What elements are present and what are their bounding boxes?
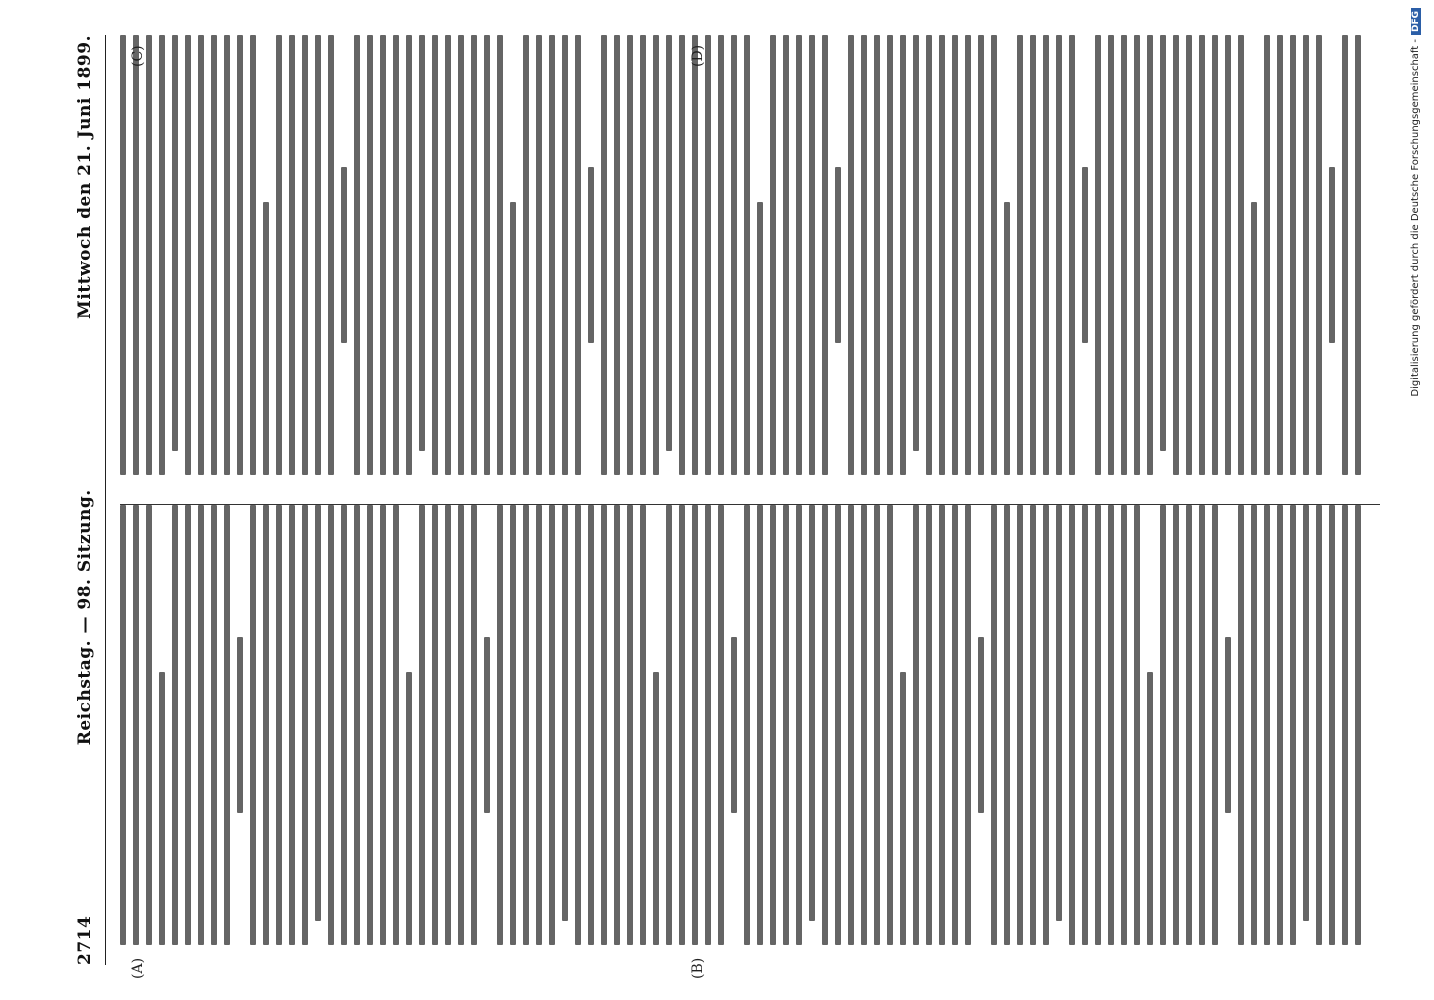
text-line bbox=[198, 35, 204, 475]
text-line bbox=[367, 35, 373, 475]
text-line bbox=[445, 505, 451, 945]
rotated-sheet bbox=[30, 25, 1400, 985]
text-line bbox=[302, 505, 308, 945]
text-line bbox=[1264, 35, 1270, 475]
text-line bbox=[1290, 35, 1296, 475]
text-line bbox=[809, 35, 815, 475]
text-line bbox=[861, 505, 867, 945]
text-line bbox=[1134, 505, 1140, 945]
text-line bbox=[939, 35, 945, 475]
text-line bbox=[354, 505, 360, 945]
text-line bbox=[1355, 35, 1361, 475]
text-line bbox=[692, 505, 698, 945]
text-line bbox=[250, 505, 256, 945]
text-line bbox=[250, 35, 256, 475]
text-line bbox=[822, 505, 828, 945]
text-line bbox=[1043, 35, 1049, 475]
text-line bbox=[185, 505, 191, 945]
page-number: 2714 bbox=[75, 915, 95, 965]
text-line bbox=[1186, 35, 1192, 475]
text-line bbox=[1277, 35, 1283, 475]
text-line bbox=[432, 35, 438, 475]
text-line bbox=[640, 35, 646, 475]
text-line bbox=[978, 637, 984, 813]
text-line bbox=[315, 505, 321, 921]
text-line bbox=[744, 35, 750, 475]
text-line bbox=[1004, 505, 1010, 945]
text-line bbox=[367, 505, 373, 945]
text-line bbox=[926, 35, 932, 475]
text-line bbox=[315, 35, 321, 475]
text-line bbox=[263, 202, 269, 475]
text-line bbox=[887, 505, 893, 945]
right-column bbox=[120, 35, 1380, 475]
text-line bbox=[1238, 505, 1244, 945]
text-line bbox=[1160, 35, 1166, 451]
text-line bbox=[562, 35, 568, 475]
text-line bbox=[1264, 505, 1270, 945]
text-line bbox=[224, 35, 230, 475]
text-line bbox=[146, 505, 152, 945]
text-line bbox=[445, 35, 451, 475]
text-line bbox=[458, 505, 464, 945]
text-line bbox=[770, 505, 776, 945]
text-line bbox=[380, 505, 386, 945]
text-line bbox=[1147, 672, 1153, 945]
text-line bbox=[614, 35, 620, 475]
text-line bbox=[328, 505, 334, 945]
text-line bbox=[679, 35, 685, 475]
text-line bbox=[224, 505, 230, 945]
text-line bbox=[185, 35, 191, 475]
text-line bbox=[549, 505, 555, 945]
text-line bbox=[1342, 505, 1348, 945]
text-line bbox=[1199, 505, 1205, 945]
text-line bbox=[393, 505, 399, 945]
text-line bbox=[627, 505, 633, 945]
text-line bbox=[523, 505, 529, 945]
text-line bbox=[484, 637, 490, 813]
text-line bbox=[874, 505, 880, 945]
text-line bbox=[1121, 505, 1127, 945]
text-line bbox=[172, 505, 178, 945]
text-line bbox=[1043, 505, 1049, 945]
text-line bbox=[1303, 35, 1309, 475]
text-line bbox=[991, 505, 997, 945]
text-line bbox=[354, 35, 360, 475]
text-line bbox=[237, 35, 243, 475]
text-line bbox=[900, 35, 906, 475]
text-line bbox=[1095, 505, 1101, 945]
digitization-credit bbox=[1408, 8, 1430, 993]
text-line bbox=[614, 505, 620, 945]
text-line bbox=[692, 35, 698, 475]
text-line bbox=[913, 35, 919, 451]
text-line bbox=[939, 505, 945, 945]
text-line bbox=[679, 505, 685, 945]
text-line bbox=[497, 35, 503, 475]
text-line bbox=[848, 35, 854, 475]
text-line bbox=[861, 35, 867, 475]
dfg-logo: DFG bbox=[1411, 8, 1421, 35]
text-line bbox=[341, 167, 347, 343]
text-line bbox=[653, 672, 659, 945]
text-line bbox=[237, 637, 243, 813]
text-line bbox=[159, 672, 165, 945]
text-line bbox=[133, 505, 139, 945]
text-line bbox=[341, 505, 347, 945]
text-line bbox=[718, 505, 724, 945]
text-line bbox=[1342, 35, 1348, 475]
text-line bbox=[1316, 505, 1322, 945]
text-line bbox=[1082, 505, 1088, 945]
text-line bbox=[1108, 505, 1114, 945]
text-line bbox=[1225, 35, 1231, 475]
header-rule bbox=[105, 35, 106, 965]
text-line bbox=[848, 505, 854, 945]
text-line bbox=[653, 35, 659, 475]
text-line bbox=[575, 505, 581, 945]
text-line bbox=[276, 35, 282, 475]
text-line bbox=[276, 505, 282, 945]
margin-marker-d: (D) bbox=[690, 44, 706, 67]
text-line bbox=[419, 35, 425, 451]
text-line bbox=[1108, 35, 1114, 475]
text-line bbox=[1160, 505, 1166, 945]
text-line bbox=[601, 35, 607, 475]
text-line bbox=[1186, 505, 1192, 945]
text-line bbox=[1251, 202, 1257, 475]
text-line bbox=[302, 35, 308, 475]
text-line bbox=[1017, 505, 1023, 945]
margin-marker-a: (A) bbox=[130, 957, 146, 979]
text-line bbox=[588, 167, 594, 343]
text-line bbox=[1069, 505, 1075, 945]
session-title: Reichstag. — 98. Sitzung. bbox=[75, 489, 95, 746]
text-line bbox=[523, 35, 529, 475]
text-line bbox=[965, 505, 971, 945]
text-line bbox=[1004, 202, 1010, 475]
text-line bbox=[887, 35, 893, 475]
text-line bbox=[835, 167, 841, 343]
text-line bbox=[146, 35, 152, 475]
text-line bbox=[211, 35, 217, 475]
text-line bbox=[640, 505, 646, 945]
text-line bbox=[549, 35, 555, 475]
column-divider bbox=[120, 504, 1380, 505]
text-line bbox=[289, 505, 295, 945]
text-line bbox=[1056, 35, 1062, 475]
text-line bbox=[1199, 35, 1205, 475]
text-line bbox=[796, 505, 802, 945]
text-line bbox=[666, 505, 672, 945]
text-line bbox=[211, 505, 217, 945]
text-line bbox=[900, 672, 906, 945]
text-line bbox=[1017, 35, 1023, 475]
text-line bbox=[1173, 505, 1179, 945]
text-line bbox=[1212, 505, 1218, 945]
text-line bbox=[510, 202, 516, 475]
text-line bbox=[393, 35, 399, 475]
text-line bbox=[965, 35, 971, 475]
text-line bbox=[835, 505, 841, 945]
page-header bbox=[70, 35, 100, 965]
text-line bbox=[757, 505, 763, 945]
text-line bbox=[874, 35, 880, 475]
text-line bbox=[159, 35, 165, 475]
text-line bbox=[120, 35, 126, 475]
text-line bbox=[1329, 167, 1335, 343]
text-line bbox=[757, 202, 763, 475]
text-line bbox=[588, 505, 594, 945]
text-line bbox=[458, 35, 464, 475]
text-line bbox=[601, 505, 607, 945]
text-line bbox=[1303, 505, 1309, 921]
text-line bbox=[666, 35, 672, 451]
text-line bbox=[705, 35, 711, 475]
text-line bbox=[1316, 35, 1322, 475]
text-line bbox=[744, 505, 750, 945]
text-line bbox=[1173, 35, 1179, 475]
text-line bbox=[822, 35, 828, 475]
text-line bbox=[1030, 35, 1036, 475]
text-line bbox=[1069, 35, 1075, 475]
text-line bbox=[1134, 35, 1140, 475]
text-line bbox=[731, 637, 737, 813]
text-line bbox=[562, 505, 568, 921]
text-line bbox=[1329, 505, 1335, 945]
text-line bbox=[432, 505, 438, 945]
text-line bbox=[510, 505, 516, 945]
text-line bbox=[1147, 35, 1153, 475]
text-line bbox=[1277, 505, 1283, 945]
text-line bbox=[471, 505, 477, 945]
text-line bbox=[731, 35, 737, 475]
text-line bbox=[783, 505, 789, 945]
text-line bbox=[133, 35, 139, 475]
text-line bbox=[575, 35, 581, 475]
text-line bbox=[120, 505, 126, 945]
text-line bbox=[1082, 167, 1088, 343]
text-line bbox=[536, 35, 542, 475]
text-line bbox=[991, 35, 997, 475]
text-line bbox=[497, 505, 503, 945]
text-line bbox=[1225, 637, 1231, 813]
text-line bbox=[419, 505, 425, 945]
text-line bbox=[952, 35, 958, 475]
text-line bbox=[1121, 35, 1127, 475]
text-line bbox=[1355, 505, 1361, 945]
text-line bbox=[926, 505, 932, 945]
text-line bbox=[705, 505, 711, 945]
text-line bbox=[263, 505, 269, 945]
text-line bbox=[380, 35, 386, 475]
text-line bbox=[471, 35, 477, 475]
text-line bbox=[1238, 35, 1244, 475]
left-column bbox=[120, 505, 1380, 945]
text-line bbox=[1056, 505, 1062, 921]
text-line bbox=[289, 35, 295, 475]
text-line bbox=[718, 35, 724, 475]
text-line bbox=[770, 35, 776, 475]
text-line bbox=[627, 35, 633, 475]
text-line bbox=[328, 35, 334, 475]
text-line bbox=[1095, 35, 1101, 475]
margin-marker-c: (C) bbox=[130, 45, 146, 67]
text-line bbox=[406, 35, 412, 475]
margin-marker-b: (B) bbox=[690, 957, 706, 979]
text-line bbox=[796, 35, 802, 475]
text-line bbox=[1030, 505, 1036, 945]
text-line bbox=[783, 35, 789, 475]
text-line bbox=[978, 35, 984, 475]
text-line bbox=[1290, 505, 1296, 945]
text-line bbox=[406, 672, 412, 945]
text-line bbox=[1251, 505, 1257, 945]
text-line bbox=[952, 505, 958, 945]
credit-text: Digitalisierung gefördert durch die Deutsche Forschungsgemeinschaft - bbox=[1410, 39, 1421, 397]
text-line bbox=[1212, 35, 1218, 475]
session-date: Mittwoch den 21. Juni 1899. bbox=[75, 35, 95, 319]
text-line bbox=[484, 35, 490, 475]
text-line bbox=[172, 35, 178, 451]
text-line bbox=[913, 505, 919, 945]
text-line bbox=[198, 505, 204, 945]
text-line bbox=[809, 505, 815, 921]
text-line bbox=[536, 505, 542, 945]
